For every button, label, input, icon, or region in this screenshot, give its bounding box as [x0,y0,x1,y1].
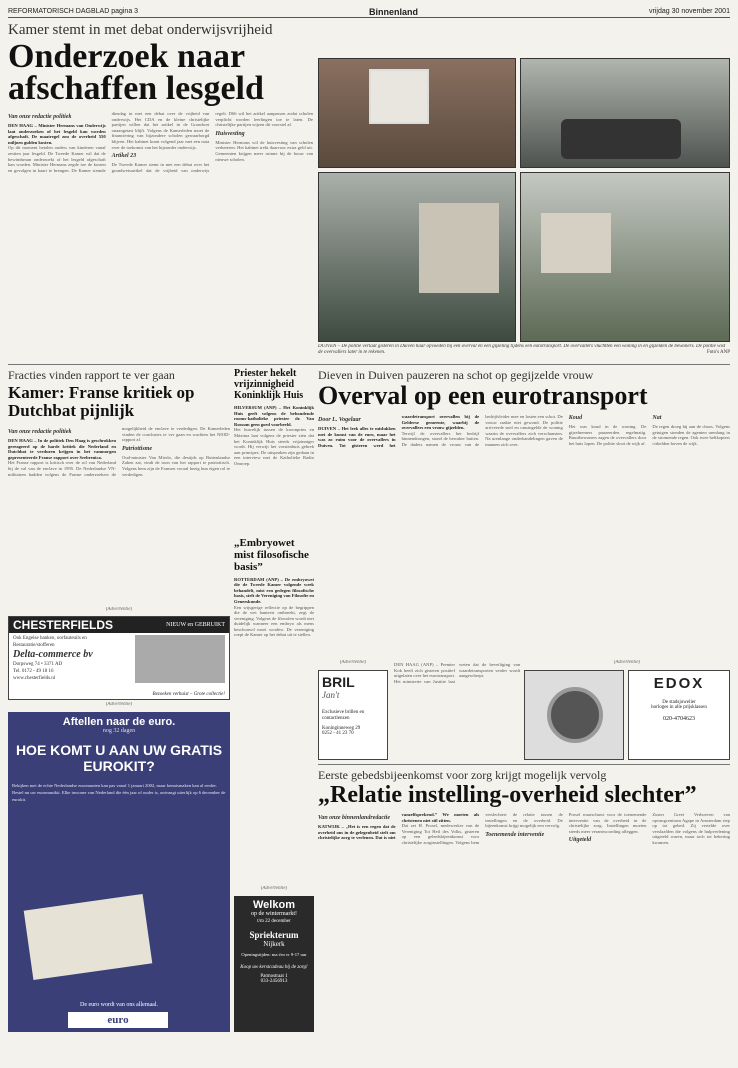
article-byline: Door L. Vogelaar [318,417,361,423]
article-subhead-2: Huisvesting [215,130,245,137]
article-kicker: Dieven in Duiven pauzeren na schot op gegijzelde vrouw [318,368,594,382]
article-headline: Overval op een eurotransport [318,381,648,410]
ad-text: Bekijken met de echte Nederlandse euromunten kan pas vanaf 1 januari 2002, maar kennismaken kan al eerder. Bestel nu uw euromuntkit. Elke inwoner van Nederland die één jaar of ouder is, ontvangt uiterlijk op 6 december de eurokit. [12,783,226,802]
ad-headline: HOE KOMT U AAN UW GRATIS EUROKIT? [15,742,223,774]
quote-headline: „Embryowet mist filosofische basis” [234,536,309,573]
article-byline: Van onze redactie politiek [8,429,72,435]
article-headline: „Relatie instelling-overheid slechter” [318,782,697,808]
ad-title: Aftellen naar de euro. [62,716,176,728]
article-headline: Priester hekelt vrijzinnigheid Koninklijk Huis [234,368,304,401]
article-lead: KATWIJK – „Het is een regen dat de overheid ons in de gelegenheid stelt om christelijke zorg te verlenen. Dat is niet vanzelfsprekend.” We moeten als christenen niet stil zitten. [318,812,480,841]
ad-tel: 033-2456913 [260,979,288,984]
ad-text: De stadsjuwelier [662,700,696,705]
photo-house [419,203,499,293]
divider [8,364,730,365]
quote-body: Een wijsgerige reflectie op de begrippen die de wet hanteert ontbreekt, zegt de vereniging. Volgens de filosofen wordt niet duidelijk wanneer een embryo als mens beschouwd moet worden. De vereniging roept de Kamer op het debat uit te stellen. [234,604,314,638]
ad-title: Welkom [253,899,295,911]
ad-tel: Tel. 0172 - 49 18 16 [13,669,54,674]
ad-sofa-image [135,635,225,683]
article-lead: HILVERSUM (ANP) – Het Koninklijk Huis geeft volgens de behoudende rooms-katholieke priester dr. Van Rossum geen goed voorbeeld. [234,405,314,427]
ad-subtitle: op de wintermarkt! [251,911,297,917]
article-dutchbat [8,368,230,606]
ad-subtitle: nog 32 dagen [102,728,136,734]
article-body-2: Prosel waarschuwt voor de toenemende interventie van de overheid in de christelijke zorg. Instellingen moeten steeds meer verantwoording afleggen. [568,812,647,834]
article-lead: DUIVEN – Het leek alles te mislukken met de komst van de euro, maar het was zo ruim voor de overvallers in Duiven. Tot gisteren werd het waardetransport overvallen bij de Gelderse gemeente, waarbij de overvallers een vrouw gijzelden. [318,414,480,448]
quote-lead: ROTTERDAM (ANP) – De embryowet die de Tweede Kamer volgende week behandelt, mist een gedegen filosofische basis, stelt de Vereniging van Filosofie en Geneeskunde. [234,576,314,604]
photo-police-car [520,58,730,168]
photo-car [561,119,681,159]
article-subhead-2: Nat [652,415,662,421]
ad-subtitle: Jan't [322,690,340,700]
ad-brand: euro [68,1012,168,1028]
ad-address: Patmostraat 1 [260,974,288,979]
article-headline: Kamer: Franse kritiek op Dutchbat pijnlijk [8,383,195,420]
article-kicker: Kamer stemt in met debat onderwijsvrijheid [8,22,273,38]
ad-brand: EDOX [653,675,705,692]
header-date: vrijdag 30 november 2001 [649,8,730,15]
article-kicker: Fracties vinden rapport te ver gaan [8,368,175,382]
article-kicker: Eerste gebedsbijeenkomst voor zorg krijgt mogelijk vervolg [318,768,607,782]
article-subhead: Artikel 23 [111,153,137,160]
ad-welkom[interactable] [234,896,314,1032]
ad-title: CHESTERFIELDS [13,618,114,632]
photo-police-house [318,172,516,342]
divider [318,764,730,765]
ad-chesterfields[interactable] [8,616,230,700]
article-body-2: Oud-minister Van Mierlo, die destijds op Buitenlandse Zaken zat, vindt de toon van het rapport te patriottisch. Volgens hem zijn de Fransen vooral bezig hun eigen rol te verdedigen. [122,454,230,477]
ad-line: horloges in alle prijsklassen [651,705,707,710]
photo-house-window [318,58,516,168]
ad-address: Koninginneweg 29 [322,726,361,731]
article-subhead: Koud [568,415,583,421]
ad-place: Nijkerk [263,940,285,948]
article-lesgeld [8,22,313,364]
ad-brand: Delta-commerce bv [13,649,93,660]
photo-window [369,69,429,124]
article-body-3: Minister Hermans wil de huisvesting van scholen verbeteren. Het kabinet trekt daarvoor extra geld uit. Gemeenten krijgen meer ruimte bij de bouw van nieuwe scholen. [215,139,313,162]
ad-label: (Advertentie) [105,702,133,707]
news-box [394,662,520,757]
photo-caption [318,344,730,362]
ad-address: Dorpsweg 74 • 3371 AD [13,662,63,667]
ad-label: (Advertentie) [613,660,641,665]
ad-tel: 020-4704623 [663,716,695,722]
article-body-3: Zuster Greet Verhoeven van opvangcentrum Agape in Amsterdam riep op tot gebed. Zij vertelde over verslaafden die volgens de hulpverlening uitgeteld waren, maar toch tot bekering kwamen. [652,812,730,845]
ad-title: BRIL [322,674,355,690]
article-subhead: Patriottisme [122,445,152,452]
ad-edox[interactable] [628,670,730,760]
ad-footer: Koop uw kerstcadeau bij de zorg! [240,965,308,970]
ad-watch-image [524,670,624,760]
page-header [8,6,730,18]
article-lead: DEN HAAG – In de politiek Den Haag is geschrokken gereageerd op de harde kritiek die Nederland en Dutchbat te verduren krijgen in het vanmorgen gepresenteerde Franse rapport over Srebrenica. [8,438,116,460]
caption-text: DUIVEN – De politie verlaat gisteren in Duiven haar opvoeden bij een overval en een gijzeling tijdens een eurotransport. De overvallers vluchtten een woning in en gijzelden de bewoners. De politie wist de overvallers later in te rekenen. [318,344,726,355]
article-headline: Onderzoek naar afschaffen lesgeld [8,38,264,107]
ad-line1: Ook Engelse banken, oorfauteuils en [13,636,87,641]
ad-euro[interactable] [8,712,230,1032]
ad-eurokit-image [24,894,153,980]
ad-label: (Advertentie) [339,660,367,665]
article-lead: DEN HAAG – Minister Hermans van Onderwijs laat onderzoeken of het lesgeld kan worden afgeschaft. De maatregel zou de overheid 550 miljoen gulden kosten. [8,123,106,145]
box-text: DEN HAAG (ANP) – Premier Kok heeft zich gisteren positief uitgelaten over het eurotransport. Het ministerie van Justitie laat weten dat de beveiliging van waardetransporten verder wordt aangescherpt. [394,662,520,684]
article-body: Op dit moment betalen ouders van kinderen vanaf zestien jaar lesgeld. De Tweede Kamer wil dat de bewindsman onderzoekt of het lesgeld afgeschaft kan worden. Minister Hermans zegde toe de kosten en gevolgen in kaart te brengen. De Kamer stemde dinsdag in met een debat over de vrijheid van onderwijs. Het CDA en de kleine christelijke partijen willen dat het artikel in de Grondwet onaangetast blijft. Volgens de Kamerleden moet de financiering van bijzondere scholen gewaarborgd blijven. Het kabinet komt volgend jaar met een nota over de toekomst van het bijzonder onderwijs. [8,111,210,173]
ad-tel: 0252 - 41 23 70 [322,731,354,736]
watch-icon [547,687,603,743]
article-body-2: Het was koud in de woning. De gijzelnemers pauzeerden regelmatig. Buurtbewoners zagen de overvallers door het huis lopen. De politie sloot de wijk af. [568,424,647,446]
ad-tag: NIEUW en GEBRUIKT [166,622,225,628]
article-subhead: Toenemende interventie [485,831,545,838]
caption-credit: Foto's ANP [707,350,730,355]
article-zorg [318,768,730,1058]
ad-footer: Bezoeken verhuist – Grote collectie! [152,692,225,697]
article-byline: Van onze redactie politiek [8,114,72,120]
header-left: REFORMATORISCH DAGBLAD pagina 3 [8,8,139,15]
article-body-2: De Tweede Kamer stemt in met een debat over het grondwetsartikel dat de vrijheid van onderwijs regelt. D66 wil het artikel aanpassen zodat scholen verplicht worden leerlingen toe te laten. De christelijke partijen wijzen dit voorstel af. [111,111,313,173]
ad-web[interactable]: www.chesterfields.nl [13,676,56,681]
article-body: Terwijl de overvallers het bedrijf binnendrongen, stond de bewaker buiten. De daders namen de vrouw van de bedrijfsleider mee en losten een schot. De vrouw raakte niet gewond. De politie arriveerde snel en omsingelde de woning waarin de overvallers zich verschansten. Na urenlange onderhandelingen gaven de mannen zich over. [401,414,563,447]
ad-bril[interactable] [318,670,388,760]
ad-label: (Advertentie) [260,886,288,891]
article-byline: Van onze binnenlandredactie [318,815,391,821]
article-subhead-2: Uitgeteld [568,837,592,844]
photo-building [541,213,611,273]
ad-text: Exclusieve brillen en contactlenzen [322,710,365,721]
ad-name: Spriekterum [249,930,299,940]
article-body: Het Franse rapport is kritisch over de rol van Nederland bij de val van de enclave in 1995. De Nederlandse VN-militairen hadden volgens de Franse onderzoekers de mogelijkheid de enclave te verdedigen. De Kamerleden vinden de conclusies te ver gaan en wachten het NIOD-rapport af. [8,426,230,477]
article-priester [234,368,314,888]
article-body-3: De regen droeg bij aan de chaos. Volgens getuigen stonden de agenten urenlang in de stromende regen. Ook twee helikopters cirkelden boven de wijk. [652,424,730,446]
ad-footer: De euro wordt van ons allemaal. [80,1002,158,1008]
ad-times: Openingstijden: ma t/m vr 9-17 uur [241,952,307,957]
photo-officers [520,172,730,342]
header-section: Binnenland [369,6,419,17]
ad-label: (Advertentie) [105,607,133,612]
article-body: Het huwelijk tussen de kroonprins en Máxima laat volgens de priester zien dat het Koninklijk Huis steeds vrijzinniger wordt. Hij verwijt het vorstenhuis gebrek aan principes. De uitspraken zijn gedaan in een interview met de Katholieke Radio Omroep. [234,427,314,466]
ad-line2: Restauratie/stofferen [13,643,55,648]
ad-date: t/m 22 december [257,919,291,924]
article-body: Dat zei H. Prosel, medewerker van de Vereniging Tot Heil des Volks, gisteren op een gebedsbijeenkomst voor christelijke zorginstellingen. Volgens hem verslechtert de relatie tussen de instellingen en de overheid. De bijeenkomst krijgt mogelijk een vervolg. [401,812,563,845]
